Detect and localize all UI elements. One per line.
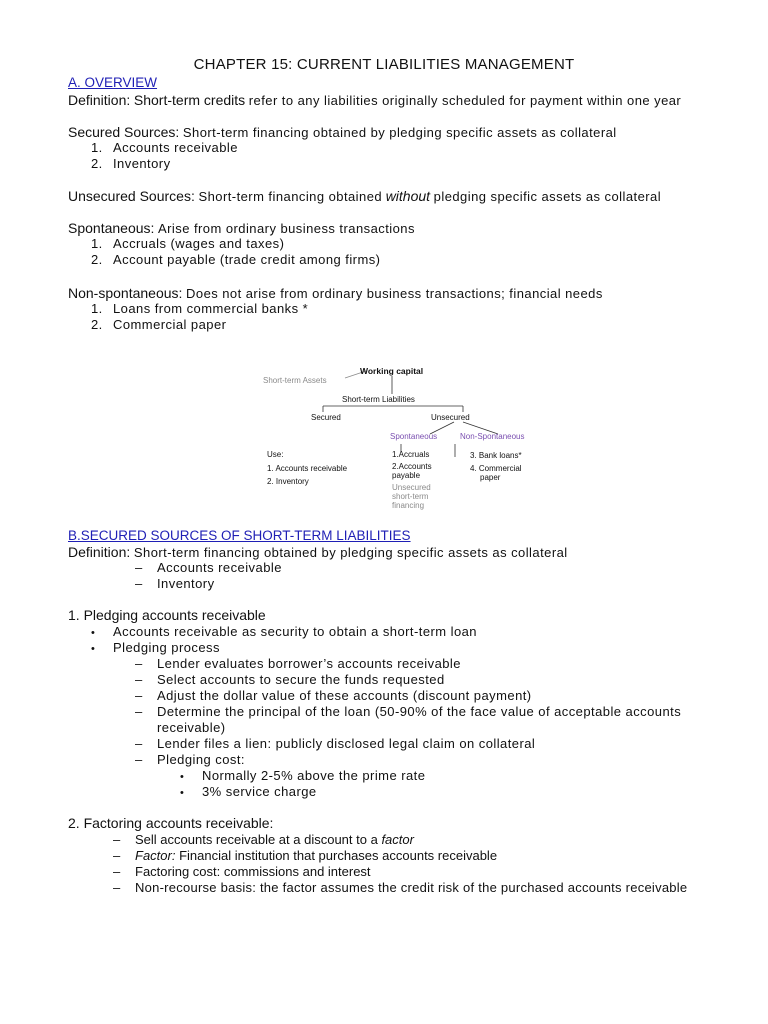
unsecured-sources: Unsecured Sources: Short-term financing obtained without pledging specific assets as collateral <box>68 188 662 204</box>
non-spontaneous: Non-spontaneous: Does not arise from ordinary business transactions; financial needs <box>68 285 603 301</box>
list-item: • Accounts receivable as security to obtain a short-term loan <box>91 624 477 639</box>
accounts-payable-label: 2.Accounts <box>392 462 432 471</box>
list-item: – Sell accounts receivable at a discount to a factor <box>113 832 414 847</box>
nonspont-label: Non-spontaneous: <box>68 285 183 301</box>
list-item: – Determine the principal of the loan (50-90% of the face value of acceptable accounts <box>135 704 682 719</box>
page-title: CHAPTER 15: CURRENT LIABILITIES MANAGEMENT <box>193 56 575 73</box>
use-item: 2. Inventory <box>267 477 309 486</box>
accounts-payable-label: payable <box>392 471 421 480</box>
list-item: – Lender evaluates borrower’s accounts receivable <box>135 656 461 671</box>
secured-sources <box>68 124 617 141</box>
commercial-paper-label: paper <box>480 473 501 482</box>
list-item: 2. Account payable (trade credit among firms) <box>91 252 381 267</box>
list-item: – Inventory <box>135 576 215 591</box>
list-item: • Pledging process <box>91 640 220 655</box>
unsecured-note: Unsecured <box>392 483 431 492</box>
factoring-title: 2. Factoring accounts receivable: <box>68 815 274 831</box>
list-item: 2. Commercial paper <box>91 317 227 332</box>
section-b-definition: Definition: Short-term financing obtained by pledging specific assets as collateral <box>68 544 568 560</box>
without-emphasis: without <box>385 188 431 204</box>
section-b-heading: B.SECURED SOURCES OF SHORT-TERM LIABILITIES <box>68 528 411 543</box>
overview-definition <box>68 92 681 109</box>
accruals-label: 1.Accruals <box>392 450 430 459</box>
list-item: – Lender files a lien: publicly disclosed legal claim on collateral <box>135 736 536 751</box>
list-item: 1. Accruals (wages and taxes) <box>91 236 285 251</box>
definition-term: Short-term credits <box>133 92 246 108</box>
list-item: 1. Accounts receivable <box>91 140 238 155</box>
spontaneous-label: Spontaneous: <box>68 220 155 236</box>
list-item: 1. Loans from commercial banks * <box>91 301 309 316</box>
list-item: – Factoring cost: commissions and interest <box>113 864 371 879</box>
use-label: Use: <box>267 450 284 459</box>
list-item: – Accounts receivable <box>135 560 282 575</box>
working-capital-diagram <box>258 360 548 515</box>
list-item: – Adjust the dollar value of these accounts (discount payment) <box>135 688 532 703</box>
unsecured-label: Unsecured <box>431 413 470 422</box>
unsecured-note: financing <box>392 501 425 510</box>
factor-term: factor <box>381 832 414 847</box>
pledging-title: 1. Pledging accounts receivable <box>68 607 266 623</box>
short-term-liabilities-label: Short-term Liabilities <box>342 395 415 404</box>
factor-term: Factor: <box>135 848 176 863</box>
secured-text: Short-term financing obtained by pledging specific assets as collateral <box>182 125 617 140</box>
short-term-assets-label: Short-term Assets <box>263 376 327 385</box>
list-item: – Non-recourse basis: the factor assumes the credit risk of the purchased accounts receivable <box>113 880 688 895</box>
list-item: • 3% service charge <box>180 784 317 799</box>
unsecured-label: Unsecured Sources: <box>68 188 195 204</box>
spontaneous: Spontaneous: Arise from ordinary business transactions <box>68 220 415 236</box>
use-item: 1. Accounts receivable <box>267 464 348 473</box>
spontaneous-label: Spontaneous <box>390 432 438 441</box>
working-capital-label: Working capital <box>360 366 424 376</box>
list-item: – Pledging cost: <box>135 752 245 767</box>
non-spontaneous-label: Non-Spontaneous <box>460 432 525 441</box>
bank-loans-label: 3. Bank loans* <box>470 451 522 460</box>
list-item: • Normally 2-5% above the prime rate <box>180 768 426 783</box>
unsecured-note: short-term <box>392 492 429 501</box>
commercial-paper-label: 4. Commercial <box>470 464 522 473</box>
definition-text: refer to any liabilities originally scheduled for payment within one year <box>248 93 682 108</box>
list-item-continuation: receivable) <box>157 720 226 735</box>
definition-label: Definition: <box>68 92 131 108</box>
list-item: – Select accounts to secure the funds requested <box>135 672 445 687</box>
secured-label: Secured <box>311 413 341 422</box>
section-a-heading: A. OVERVIEW <box>68 75 158 90</box>
list-item: – Factor: Financial institution that purchases accounts receivable <box>113 848 498 863</box>
list-item: 2. Inventory <box>91 156 171 171</box>
secured-label: Secured Sources: <box>68 124 180 140</box>
